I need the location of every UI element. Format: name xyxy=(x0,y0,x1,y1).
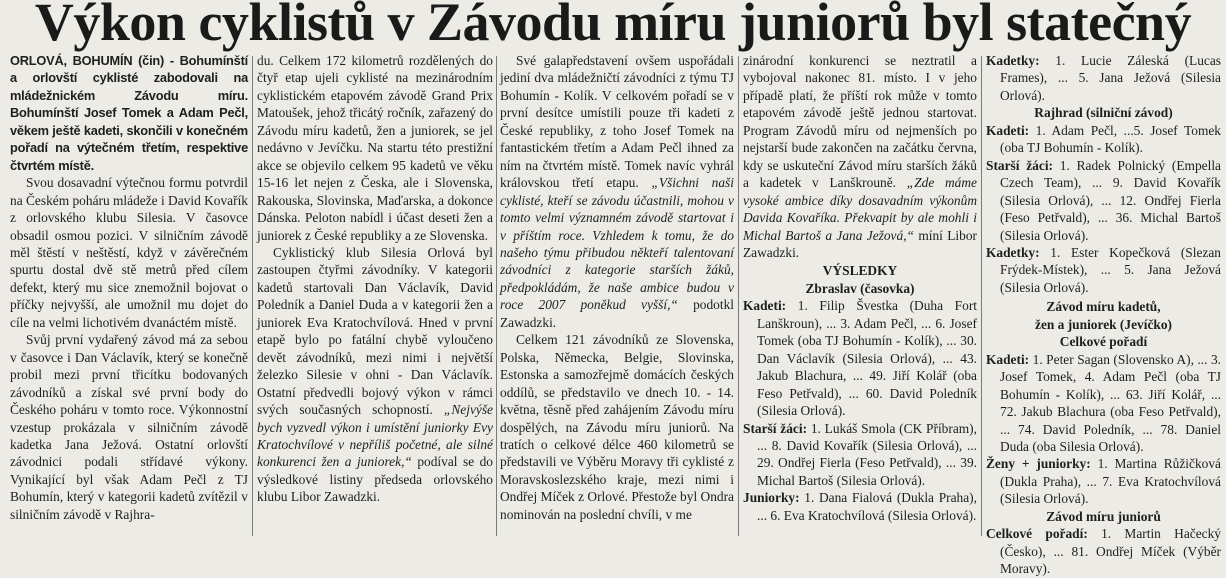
results-heading: Rajhrad (silniční závod) xyxy=(1034,105,1173,121)
result-entry: Juniorky: 1. Dana Fialová (Dukla Praha), ... 6. Eva Kratochvílová (Silesia Orlová). xyxy=(743,490,977,523)
result-entry: Ženy + juniorky: 1. Martina Růžičková (Dukla Praha), ... 7. Eva Kratochvílová (Silesia Orlová). xyxy=(986,456,1221,507)
body-paragraph: Své galapředstavení ovšem uspořádali jediní dva mládežničtí závodníci z týmu TJ Bohumín - Kolík. V celkovém pořadí se v první desítce umístili pouze tři kadeti z České republiky, z toho Josef Tomek na fantastickém třetím a Adam Pečl ihned za ním na čtvrtém místě. Tomek navíc vyhrál královskou třetí etapu. „Všichni naši cyklisté, kteří se závodu účastnili, mohou v tomto velmi významném závodě startovat i v příštím roce. Vzhledem k tomu, že do našeho týmu přibudou někteří talentovaní závodníci z kategorie starších žáků, předpokládám, že naše ambice budou v roce 2007 poněkud vyšší,“ podotkl Zawadzki. xyxy=(500,53,734,330)
body-paragraph: Celkem 121 závodníků ze Slovenska, Polska, Německa, Belgie, Slovinska, Estonska a samozřejmě domácích českých oddílů, se představilo ve dnech 10. - 14. května, těsně před zahájením Závodu míru dospělých, na Závodu míru juniorů. Na tratích o celkové délce 460 kilometrů se představili ve Výběru Moravy tři cyklisté z Moravskoslezského kraje, mezi nimi i Ondřej Míček z Orlové. Přestože byl Ondra nominován na poslední chvíli, v me xyxy=(500,332,734,522)
result-entry: Celkové pořadí: 1. Martin Hačecký (Česko), ... 81. Ondřej Míček (Výběr Moravy). xyxy=(986,526,1221,577)
quote: „Nejvýše bych vyzvedl výkon i umístění juniorky Evy Kratochvílové v nepříliš početné, ale silné konkurenci žen a juniorek,“ xyxy=(257,402,493,470)
column-divider xyxy=(252,56,253,536)
p5-continued: zinárodní konkurenci se neztratil a vybojoval nakonec 81. místo. I v jeho případě platí, že příští rok může v tomto etapovém závodě ještě jednou startovat. Program Závodů míru od nejmenších po nejstarší bude zakončen na začátku června, kdy se uskuteční Závod míru starších žáků a kadetek v Lanškrouně. xyxy=(743,53,977,191)
quote: „Všichni naši cyklisté, kteří se závodu účastnili, mohou v tomto velmi významném závodě startovat i v příštím roce. Vzhledem k tomu, že do našeho týmu přibudou někteří talentovaní závodníci z kategorie starších žáků, předpokládám, že naše ambice budou v roce 2007 poněkud vyšší,“ xyxy=(500,175,734,313)
results-heading: Závod míru juniorů xyxy=(1046,508,1161,524)
results-heading: žen a juniorek (Jevíčko) xyxy=(1035,316,1172,332)
result-entry: Kadetky: 1. Ester Kopečková (Slezan Frýdek-Místek), ... 5. Jana Ježová (Silesia Orlová). xyxy=(986,244,1221,295)
column-divider xyxy=(981,56,982,536)
results-heading: Závod míru kadetů, xyxy=(1046,299,1161,315)
body-paragraph: Cyklistický klub Silesia Orlová byl zastoupen čtyřmi závodníky. V kategorii kadetů startovali Dan Václavík, David Poledník a Daniel Duda a v kategorii žen a juniorek Eva Kratochvílová. Hned v první etapě bylo po fatální chybě vyloučeno devět závodníků, mezi nimi i největší železko Silesie v ohni - Dan Václavík. Ostatní předvedli bojový výkon v rámci svých současných schopností. „Nejvýše bych vyzvedl výkon i umístění juniorky Evy Kratochvílové v nepříliš početné, ale silné konkurenci žen a juniorek,“ podíval se do výsledkové listiny předseda orlovského klubu Libor Zawadzki. xyxy=(257,244,493,505)
result-entry: Kadeti: 1. Adam Pečl, ...5. Josef Tomek (oba TJ Bohumín - Kolík). xyxy=(986,122,1221,156)
body-paragraph: zinárodní konkurenci se neztratil a vybojoval nakonec 81. místo. I v jeho případě platí, že příští rok může v tomto etapovém závodě ještě jednou startovat. Program Závodů míru od nejmenších po nejstarší bude zakončen na začátku června, kdy se uskuteční Závod míru starších žáků a kadetek v Lanškrouně. „Zde máme vysoké ambice díky dosavadním výkonům Davida Kovaříka. Překvapit by ale mohli i Michal Bartoš a Jana Ježová,“ míní Libor Zawadzki. xyxy=(743,53,978,260)
article-headline: Výkon cyklistů v Závodu míru juniorů byl statečný xyxy=(34,0,1192,52)
body-paragraph: Svůj první vydařený závod má za sebou v časovce i Dan Václavík, který se konečně probil mezi první třicítku bodovaných závodníků a získal své první body do Českého poháru v tomto roce. Výkonnostní vzestup prokázala v silničním závodě kadetka Jana Ježová. Ostatní orlovští závodnici podali střídavé výkony. Vynikající byl však Adam Pečl z TJ Bohumín, který v kategorii kadetů zvítězil v silničním závodě v Rajhra- xyxy=(10,332,248,522)
body-paragraph xyxy=(257,52,493,244)
results-heading: Zbraslav (časovka) xyxy=(805,280,915,296)
column-divider xyxy=(738,56,739,536)
result-entry: Starší žáci: 1. Radek Polnický (Empella Czech Team), ... 9. David Kovařík (Silesia Orlová), ... 12. Ondřej Fierla (Feso Petřvald), ... 36. Michal Bartoš (Silesia Orlová). xyxy=(986,157,1221,243)
result-entry: Starší žáci: 1. Lukáš Smola (CK Příbram), ... 8. David Kovařík (Silesia Orlová), ... 29. Ondřej Fierla (Feso Petřvald), ... 39. Michal Bartoš (Silesia Orlová). xyxy=(743,420,977,488)
column-divider xyxy=(496,56,497,536)
results-title: VÝSLEDKY xyxy=(822,263,898,279)
p2-continued: du. Celkem 172 kilometrů rozdělených do čtyř etap ujeli cyklisté na mezinárodním cyklistickém etapovém závodě Grand Prix Matoušek, jehož třicátý ročník, zařazený do Závodu míru kadetů, žen a juniorek, se jel nedávno v Jevíčku. Na startu této prestižní akce se objevilo celkem 95 kadetů ve věku 15-16 let nejen z Česka, ale i Slovenska, Rakouska, Slovinska, Maďarska, a dokonce Dánska. Peloton nabídl i účast deseti žen a juniorek z České republiky a ze Slovenska. xyxy=(257,53,493,243)
result-entry: Kadeti: 1. Peter Sagan (Slovensko A), ... 3. Josef Tomek, 4. Adam Pečl (oba TJ Bohumín - Kolík), ... 63. Jiří Kolář, ... 72. Jakub Blachura (oba Feso Petřvald), ... 74. David Poledník, ... 78. Daniel Duda (oba Silesia Orlová). xyxy=(986,351,1221,454)
results-subheading: Celkové pořadí xyxy=(1059,334,1148,350)
dateline: ORLOVÁ, BOHUMÍN (čin) xyxy=(10,53,165,68)
article-column-2-text xyxy=(257,52,493,538)
lead-text: - Bohumínští a orlovští cyklisté zabodovali na mládežnickém Závodu míru. Bohumínští Josef Tomek a Adam Pečl, věkem ještě kadeti, skončili v konečném pořadí na výtečném třetím, respektive čtvrtém místě. xyxy=(10,53,249,173)
result-entry: Kadeti: 1. Filip Švestka (Duha Fort Lanškroun), ... 3. Adam Pečl, ... 6. Josef Tomek (oba TJ Bohumín - Kolík), ... 30. Dan Václavík (Silesia Orlová), ... 43. Jakub Blachura, ... 49. Jiří Kolář (oba Feso Petřvald), ... 60. David Poledník (Silesia Orlová). xyxy=(743,298,977,419)
body-paragraph: Svou dosavadní výtečnou formu potvrdil na Českém poháru mládeže i David Kovařík z orlovského klubu Silesia. V časovce obsadil osmou pozici. V silničním závodě měl štěstí v neštěstí, když v závěrečném spurtu dostal dvě stě metrů před cílem defekt, který mu sice znemožnil bojovat o příčky nejvyšší, ale umožnil mu dojet do cíle na velmi lichotivém dvanáctém místě. xyxy=(10,175,248,330)
quote: „Zde máme vysoké ambice díky dosavadním výkonům Davida Kovaříka. Překvapit by ale mohli i Michal Bartoš a Jana Ježová,“ xyxy=(743,175,977,243)
result-entry: Kadetky: 1. Lucie Záleská (Lucas Frames), ... 5. Jana Ježová (Silesia Orlová). xyxy=(986,53,1221,103)
article-column-1 xyxy=(10,52,248,538)
results-column-text xyxy=(986,52,1221,577)
article-column-4-text xyxy=(743,52,977,538)
article-lead xyxy=(10,52,248,174)
article-column-3-text xyxy=(500,52,734,538)
